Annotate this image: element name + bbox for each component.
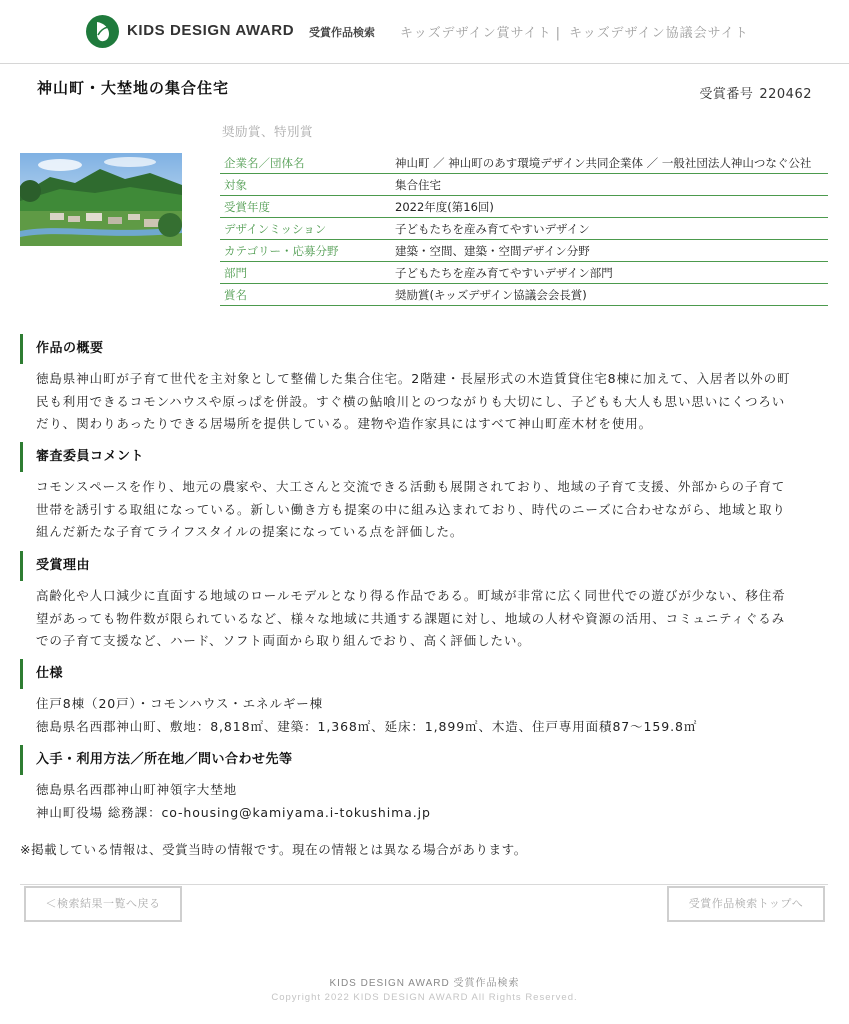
info-value: 集合住宅 (391, 174, 828, 196)
text-line: 民も利用できるコモンハウスや原っぱを併設。すぐ横の鮎喰川とのつながりも大切にし、子どもも大人も思い思いにくつろい (36, 393, 786, 409)
text-line: 組んだ新たな子育てライフスタイルの提案になっている点を評価した。 (36, 524, 464, 539)
site-header (0, 0, 849, 64)
back-to-results-button[interactable]: ＜検索結果一覧へ戻る (24, 886, 182, 922)
text-line: 徳島県名西郡神山町、敷地：8,818㎡、建築：1,368㎡、延床：1,899㎡、木造、住戸専用面積87～159.8㎡ (36, 718, 698, 734)
top-nav (400, 22, 749, 41)
text-line: コモンスペースを作り、地元の農家や、大工さんと交流できる活動も展開されており、地域の子育て支援、外部からの子育て (36, 479, 786, 494)
info-key: 受賞年度 (220, 196, 391, 218)
award-tags: 奨励賞、特別賞 (222, 124, 314, 139)
info-table (220, 152, 828, 306)
search-top-button[interactable]: 受賞作品検索トップへ (667, 886, 825, 922)
info-key: デザインミッション (220, 218, 391, 240)
nav-link-kids-design-council-site[interactable]: キッズデザイン協議会サイト (569, 26, 749, 41)
section-body-specs (36, 693, 816, 738)
award-number (699, 83, 812, 102)
divider (20, 884, 828, 885)
text-line: での子育て支援など、ハード、ソフト両面から取り組んでおり、高く評価したい。 (36, 633, 531, 648)
table-row (220, 152, 828, 174)
info-value: 子どもたちを産み育てやすいデザイン (391, 218, 828, 240)
table-row (220, 218, 828, 240)
section-body-contact (36, 779, 816, 824)
disclaimer-note: ※掲載している情報は、受賞当時の情報です。現在の情報とは異なる場合があります。 (20, 842, 527, 857)
section-heading-overview: 作品の概要 (20, 334, 104, 364)
nav-separator: | (555, 26, 562, 41)
section-heading-specs: 仕様 (20, 659, 63, 689)
footer-title[interactable]: KIDS DESIGN AWARD 受賞作品検索 (329, 978, 520, 989)
brand-name[interactable]: KIDS DESIGN AWARD (127, 22, 295, 39)
award-number-label: 受賞番号 (699, 87, 754, 102)
section-heading-jury-comment: 審査委員コメント (20, 442, 144, 472)
section-body-jury-comment (36, 476, 816, 544)
text-line: 高齢化や人口減少に直面する地域のロールモデルとなり得る作品である。町域が非常に広く同世代での遊びが少ない、移住希 (36, 588, 786, 603)
table-row (220, 240, 828, 262)
award-number-value: 220462 (759, 87, 812, 102)
table-row (220, 174, 828, 196)
info-key: 企業名／団体名 (220, 152, 391, 174)
info-value: 建築・空間、建築・空間デザイン分野 (391, 240, 828, 262)
text-line: 住戸8棟（20戸）・コモンハウス・エネルギー棟 (36, 696, 324, 711)
text-line: 徳島県名西郡神山町神領字大埜地 (36, 782, 238, 797)
text-line: 徳島県神山町が子育て世代を主対象として整備した集合住宅。2階建・長屋形式の木造賃貸住宅8棟に加えて、入居者以外の町 (36, 371, 791, 386)
search-title[interactable]: 受賞作品検索 (309, 26, 375, 39)
section-heading-contact: 入手・利用方法／所在地／問い合わせ先等 (20, 745, 293, 775)
table-row (220, 196, 828, 218)
section-heading-award-reason: 受賞理由 (20, 551, 90, 581)
info-value: 子どもたちを産み育てやすいデザイン部門 (391, 262, 828, 284)
contact-email-line[interactable]: 神山町役場 総務課：co-housing@kamiyama.i-tokushima.jp (36, 804, 431, 820)
work-photo (20, 153, 182, 246)
text-line: だり、関わりあったりできる居場所を提供している。建物や造作家具にはすべて神山町産木材を使用。 (36, 416, 653, 431)
footer-copyright: Copyright 2022 KIDS DESIGN AWARD All Rights Reserved. (271, 992, 578, 1003)
info-key: 部門 (220, 262, 391, 284)
kids-design-award-logo-icon[interactable] (86, 15, 119, 48)
info-value: 神山町 ／ 神山町のあす環境デザイン共同企業体 ／ 一般社団法人神山つなぐ公社 (391, 152, 828, 174)
info-key: 対象 (220, 174, 391, 196)
section-body-award-reason (36, 585, 816, 653)
text-line: 世帯を誘引する取組になっている。新しい働き方も提案の中に組み込まれており、時代のニーズに合わせながら、地域と取り (36, 501, 786, 517)
page-title: 神山町・大埜地の集合住宅 (37, 79, 230, 97)
info-key: カテゴリー・応募分野 (220, 240, 391, 262)
info-key: 賞名 (220, 284, 391, 306)
info-value: 奨励賞(キッズデザイン協議会会長賞) (391, 284, 828, 306)
table-row (220, 284, 828, 306)
table-row (220, 262, 828, 284)
info-value: 2022年度(第16回) (391, 196, 828, 218)
section-body-overview (36, 368, 816, 436)
nav-link-kids-design-award-site[interactable]: キッズデザイン賞サイト (400, 26, 552, 41)
text-line: 望があっても物件数が限られているなど、様々な地域に共通する課題に対し、地域の人材や資源の活用、コミュニティぐるみ (36, 610, 786, 626)
